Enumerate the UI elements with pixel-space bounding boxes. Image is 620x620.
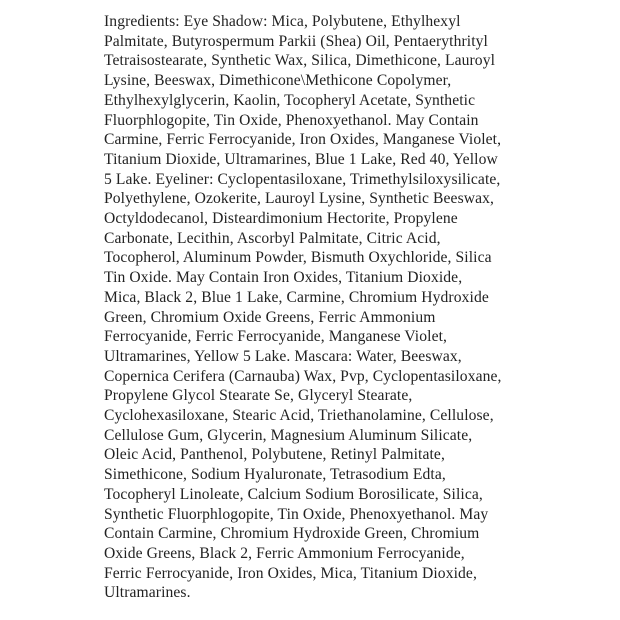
ingredients-line: Ethylhexylglycerin, Kaolin, Tocopheryl Acetate, Synthetic [104, 91, 476, 109]
ingredients-line: Titanium Dioxide, Ultramarines, Blue 1 Lake, Red 40, Yellow [104, 150, 498, 168]
ingredients-line: Ferrocyanide, Ferric Ferrocyanide, Manganese Violet, [104, 328, 448, 346]
ingredients-line: Ferric Ferrocyanide, Iron Oxides, Mica, Titanium Dioxide, [104, 564, 477, 582]
ingredients-line: Lysine, Beeswax, Dimethicone\Methicone Copolymer, [104, 72, 452, 90]
ingredients-line: Octyldodecanol, Disteardimonium Hectorite, Propylene [104, 210, 458, 228]
ingredients-line: Carbonate, Lecithin, Ascorbyl Palmitate, Citric Acid, [104, 229, 441, 247]
ingredients-line: Simethicone, Sodium Hyaluronate, Tetrasodium Edta, [104, 466, 446, 484]
ingredients-line: Mica, Black 2, Blue 1 Lake, Carmine, Chromium Hydroxide [104, 288, 489, 306]
ingredients-line: Propylene Glycol Stearate Se, Glyceryl Stearate, [104, 387, 413, 405]
ingredients-line: Fluorphlogopite, Tin Oxide, Phenoxyethanol. May Contain [104, 111, 479, 129]
ingredients-line: Oxide Greens, Black 2, Ferric Ammonium Ferrocyanide, [104, 544, 465, 562]
ingredients-line: 5 Lake. Eyeliner: Cyclopentasiloxane, Trimethylsiloxysilicate, [104, 170, 501, 188]
ingredients-line: Polyethylene, Ozokerite, Lauroyl Lysine, Synthetic Beeswax, [104, 190, 495, 208]
ingredients-line: Ultramarines. [104, 584, 191, 602]
ingredients-line: Synthetic Fluorphlogopite, Tin Oxide, Phenoxyethanol. May [104, 505, 489, 523]
ingredients-line: Ultramarines, Yellow 5 Lake. Mascara: Water, Beeswax, [104, 347, 462, 365]
ingredients-line: Copernica Cerifera (Carnauba) Wax, Pvp, Cyclopentasiloxane, [104, 367, 502, 385]
ingredients-line: Tetraisostearate, Synthetic Wax, Silica, Dimethicone, Lauroyl [104, 52, 496, 70]
ingredients-line: Tin Oxide. May Contain Iron Oxides, Titanium Dioxide, [104, 269, 463, 287]
ingredients-line: Cyclohexasiloxane, Stearic Acid, Triethanolamine, Cellulose, [104, 407, 494, 425]
ingredients-line: Cellulose Gum, Glycerin, Magnesium Aluminum Silicate, [104, 426, 473, 444]
ingredients-line: Oleic Acid, Panthenol, Polybutene, Retinyl Palmitate, [104, 446, 445, 464]
ingredients-line: Tocopheryl Linoleate, Calcium Sodium Borosilicate, Silica, [104, 485, 483, 503]
ingredients-line: Palmitate, Butyrospermum Parkii (Shea) Oil, Pentaerythrityl [104, 32, 488, 50]
ingredients-line: Carmine, Ferric Ferrocyanide, Iron Oxides, Manganese Violet, [104, 131, 502, 149]
ingredients-line: Ingredients: Eye Shadow: Mica, Polybutene, Ethylhexyl [104, 13, 461, 30]
ingredients-line: Contain Carmine, Chromium Hydroxide Green, Chromium [104, 525, 480, 543]
ingredients-line: Tocopherol, Aluminum Powder, Bismuth Oxychloride, Silica [104, 249, 492, 267]
ingredients-text [104, 12, 574, 603]
ingredients-line: Green, Chromium Oxide Greens, Ferric Ammonium [104, 308, 436, 326]
